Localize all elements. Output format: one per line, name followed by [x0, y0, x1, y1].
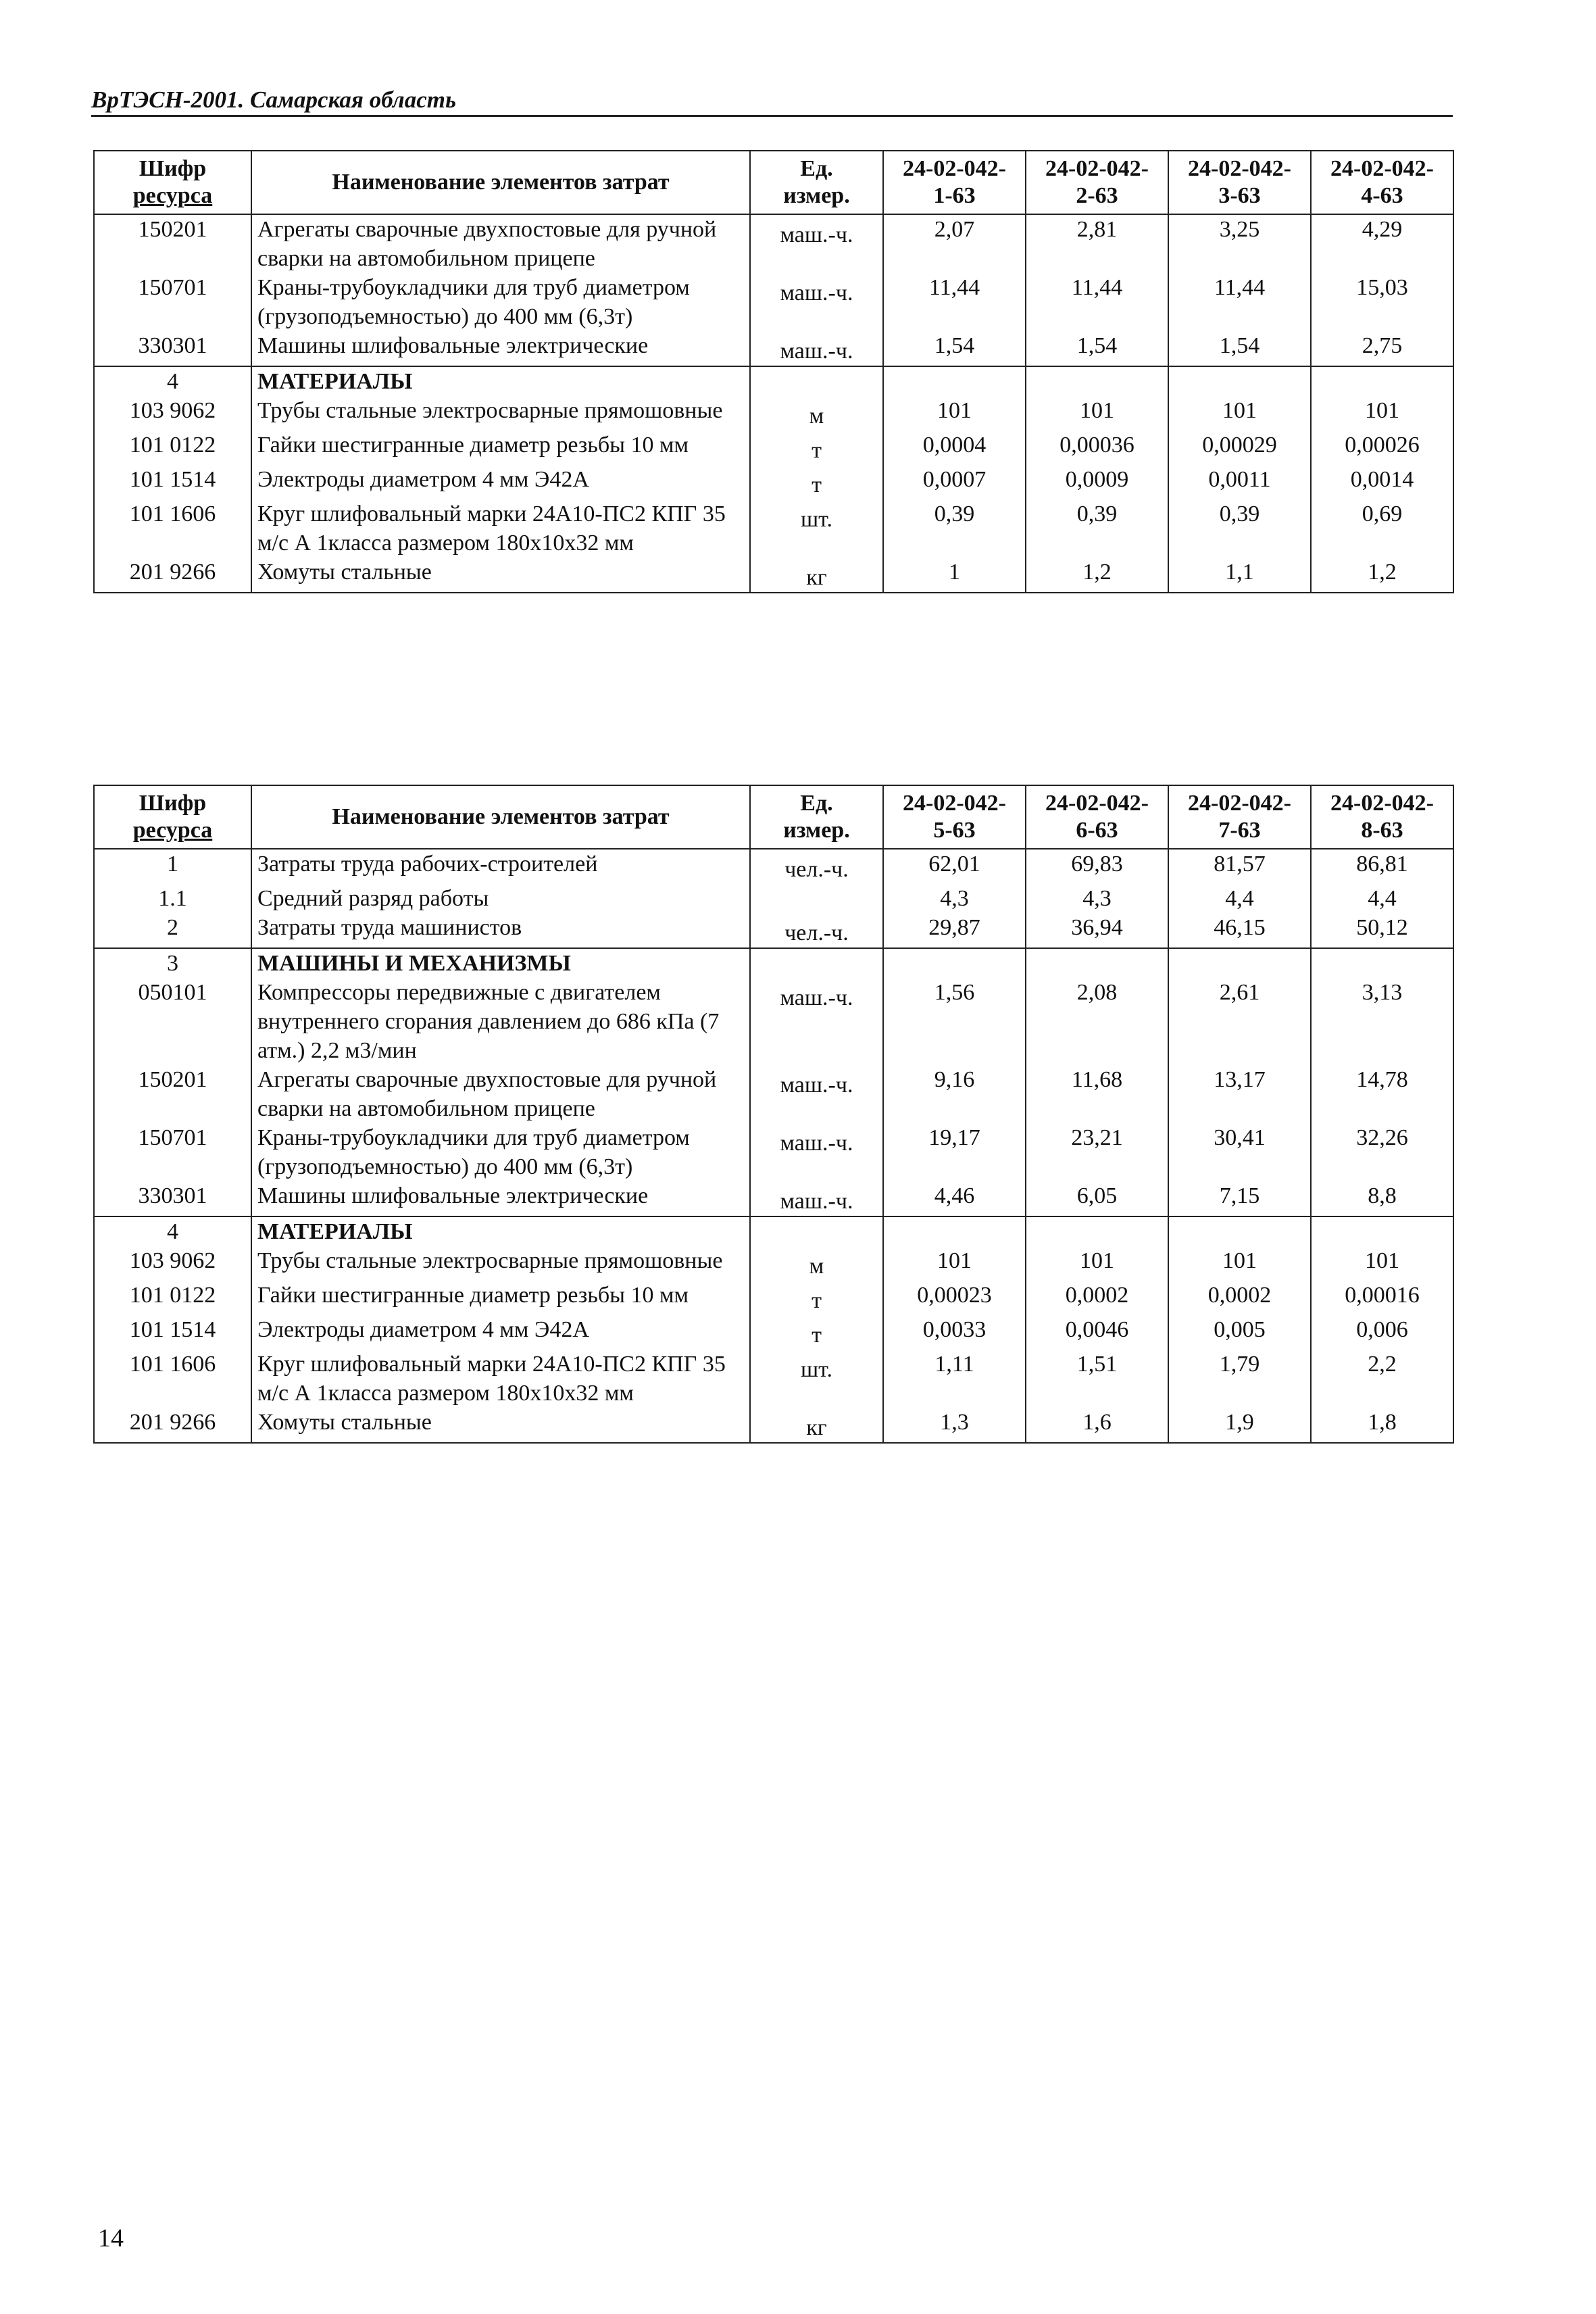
value-cell: 29,87 — [883, 913, 1026, 948]
table-body — [94, 849, 1453, 1443]
unit-cell: маш.-ч. — [750, 1123, 883, 1181]
resource-code-cell: 4 — [94, 366, 251, 396]
resource-name-cell: Агрегаты сварочные двухпостовые для ручной сварки на автомобильном прицепе — [251, 1065, 750, 1123]
resource-code-cell: 101 0122 — [94, 1281, 251, 1315]
value-cell: 19,17 — [883, 1123, 1026, 1181]
table-header-row — [94, 151, 1453, 214]
unit-cell — [750, 948, 883, 978]
table-row — [94, 1246, 1453, 1281]
resource-code-cell: 330301 — [94, 1181, 251, 1216]
value-cell: 1,51 — [1026, 1350, 1168, 1408]
value-cell: 15,03 — [1311, 273, 1453, 331]
value-cell: 4,4 — [1168, 884, 1311, 913]
unit-cell: т — [750, 1281, 883, 1315]
resource-name-cell: Гайки шестигранные диаметр резьбы 10 мм — [251, 1281, 750, 1315]
table-row — [94, 1065, 1453, 1123]
unit-cell: м — [750, 396, 883, 430]
unit-cell — [750, 1216, 883, 1246]
resource-code-cell: 4 — [94, 1216, 251, 1246]
table-row — [94, 499, 1453, 558]
table-body — [94, 214, 1453, 593]
table-row — [94, 1408, 1453, 1443]
value-cell: 2,2 — [1311, 1350, 1453, 1408]
value-cell: 11,44 — [1026, 273, 1168, 331]
resource-code-cell: 150201 — [94, 1065, 251, 1123]
resource-name-cell: Машины шлифовальные электрические — [251, 331, 750, 366]
value-cell: 1 — [883, 558, 1026, 593]
code-column-header: Шифр ресурса — [94, 785, 251, 849]
value-cell: 101 — [1026, 1246, 1168, 1281]
norm-code-header: 24-02-042- 4-63 — [1311, 151, 1453, 214]
value-cell: 101 — [1026, 396, 1168, 430]
value-cell: 11,68 — [1026, 1065, 1168, 1123]
value-cell: 8,8 — [1311, 1181, 1453, 1216]
table-row — [94, 1123, 1453, 1181]
table-header-row — [94, 785, 1453, 849]
unit-cell: чел.-ч. — [750, 913, 883, 948]
value-cell: 86,81 — [1311, 849, 1453, 884]
resource-name-cell: Средний разряд работы — [251, 884, 750, 913]
value-cell — [1168, 948, 1311, 978]
resource-code-cell: 103 9062 — [94, 396, 251, 430]
value-cell: 69,83 — [1026, 849, 1168, 884]
name-column-header: Наименование элементов затрат — [251, 785, 750, 849]
value-cell: 0,00026 — [1311, 430, 1453, 465]
resource-name-cell: Хомуты стальные — [251, 1408, 750, 1443]
resource-code-cell: 101 1514 — [94, 1315, 251, 1350]
value-cell: 13,17 — [1168, 1065, 1311, 1123]
value-cell: 46,15 — [1168, 913, 1311, 948]
value-cell: 101 — [1168, 396, 1311, 430]
resource-name-cell: Краны-трубоукладчики для труб диаметром (грузоподъемностью) до 400 мм (6,3т) — [251, 273, 750, 331]
value-cell: 1,11 — [883, 1350, 1026, 1408]
resource-name-cell: Электроды диаметром 4 мм Э42А — [251, 465, 750, 499]
table-row — [94, 849, 1453, 884]
value-cell — [1026, 1216, 1168, 1246]
value-cell — [1311, 1216, 1453, 1246]
value-cell: 0,0007 — [883, 465, 1026, 499]
unit-column-header: Ед. измер. — [750, 785, 883, 849]
resource-code-cell: 103 9062 — [94, 1246, 251, 1281]
table-row — [94, 558, 1453, 593]
table-row — [94, 214, 1453, 273]
value-cell: 1,8 — [1311, 1408, 1453, 1443]
unit-cell: маш.-ч. — [750, 1065, 883, 1123]
table-row — [94, 366, 1453, 396]
value-cell: 11,44 — [1168, 273, 1311, 331]
value-cell: 4,29 — [1311, 214, 1453, 273]
table-row — [94, 1281, 1453, 1315]
table-row — [94, 1315, 1453, 1350]
resource-code-cell: 330301 — [94, 331, 251, 366]
section-title-cell: МАТЕРИАЛЫ — [251, 366, 750, 396]
value-cell: 0,00036 — [1026, 430, 1168, 465]
value-cell: 0,0046 — [1026, 1315, 1168, 1350]
table-row — [94, 1350, 1453, 1408]
value-cell: 23,21 — [1026, 1123, 1168, 1181]
resource-code-cell: 1.1 — [94, 884, 251, 913]
section-title-cell: МАШИНЫ И МЕХАНИЗМЫ — [251, 948, 750, 978]
value-cell: 0,00029 — [1168, 430, 1311, 465]
value-cell: 3,25 — [1168, 214, 1311, 273]
value-cell: 0,39 — [883, 499, 1026, 558]
resource-name-cell: Краны-трубоукладчики для труб диаметром (грузоподъемностью) до 400 мм (6,3т) — [251, 1123, 750, 1181]
value-cell: 0,0004 — [883, 430, 1026, 465]
unit-cell: маш.-ч. — [750, 978, 883, 1065]
unit-cell: маш.-ч. — [750, 331, 883, 366]
resource-name-cell: Машины шлифовальные электрические — [251, 1181, 750, 1216]
value-cell: 36,94 — [1026, 913, 1168, 948]
resource-code-cell: 150201 — [94, 214, 251, 273]
value-cell: 2,75 — [1311, 331, 1453, 366]
value-cell — [1311, 948, 1453, 978]
value-cell: 7,15 — [1168, 1181, 1311, 1216]
table-row — [94, 396, 1453, 430]
resource-name-cell: Компрессоры передвижные с двигателем внутреннего сгорания давлением до 686 кПа (7 атм.) 2,2 м3/мин — [251, 978, 750, 1065]
value-cell: 0,69 — [1311, 499, 1453, 558]
value-cell: 2,08 — [1026, 978, 1168, 1065]
resource-name-cell: Гайки шестигранные диаметр резьбы 10 мм — [251, 430, 750, 465]
unit-cell: маш.-ч. — [750, 1181, 883, 1216]
resource-name-cell: Круг шлифовальный марки 24А10-ПС2 КПГ 35 м/с А 1класса размером 180х10х32 мм — [251, 499, 750, 558]
resource-code-cell: 050101 — [94, 978, 251, 1065]
value-cell — [883, 948, 1026, 978]
value-cell: 0,0011 — [1168, 465, 1311, 499]
value-cell: 1,2 — [1311, 558, 1453, 593]
resource-name-cell: Агрегаты сварочные двухпостовые для ручной сварки на автомобильном прицепе — [251, 214, 750, 273]
value-cell: 0,0002 — [1026, 1281, 1168, 1315]
resource-name-cell: Затраты труда рабочих-строителей — [251, 849, 750, 884]
page-number: 14 — [98, 2224, 124, 2253]
table-row — [94, 430, 1453, 465]
value-cell: 4,46 — [883, 1181, 1026, 1216]
value-cell — [1168, 366, 1311, 396]
norm-code-header: 24-02-042- 6-63 — [1026, 785, 1168, 849]
resource-code-cell: 101 0122 — [94, 430, 251, 465]
unit-cell: кг — [750, 1408, 883, 1443]
value-cell: 0,00023 — [883, 1281, 1026, 1315]
value-cell — [883, 1216, 1026, 1246]
unit-cell: т — [750, 1315, 883, 1350]
value-cell: 1,56 — [883, 978, 1026, 1065]
resource-code-cell: 150701 — [94, 1123, 251, 1181]
resource-name-cell: Круг шлифовальный марки 24А10-ПС2 КПГ 35 м/с А 1класса размером 180х10х32 мм — [251, 1350, 750, 1408]
resource-code-cell: 201 9266 — [94, 558, 251, 593]
value-cell — [1168, 1216, 1311, 1246]
unit-cell: шт. — [750, 499, 883, 558]
unit-cell — [750, 884, 883, 913]
table-row — [94, 1181, 1453, 1216]
value-cell: 50,12 — [1311, 913, 1453, 948]
norm-code-header: 24-02-042- 5-63 — [883, 785, 1026, 849]
value-cell: 101 — [1311, 1246, 1453, 1281]
value-cell: 30,41 — [1168, 1123, 1311, 1181]
unit-cell: маш.-ч. — [750, 273, 883, 331]
resource-code-cell: 101 1606 — [94, 1350, 251, 1408]
table-row — [94, 331, 1453, 366]
resource-code-cell: 1 — [94, 849, 251, 884]
value-cell: 4,3 — [1026, 884, 1168, 913]
value-cell: 2,61 — [1168, 978, 1311, 1065]
value-cell — [1026, 948, 1168, 978]
value-cell: 0,0033 — [883, 1315, 1026, 1350]
resource-name-cell: Трубы стальные электросварные прямошовные — [251, 396, 750, 430]
table-row — [94, 465, 1453, 499]
value-cell: 0,006 — [1311, 1315, 1453, 1350]
value-cell: 81,57 — [1168, 849, 1311, 884]
resource-name-cell: Электроды диаметром 4 мм Э42А — [251, 1315, 750, 1350]
value-cell: 62,01 — [883, 849, 1026, 884]
value-cell: 0,00016 — [1311, 1281, 1453, 1315]
value-cell: 1,1 — [1168, 558, 1311, 593]
norm-code-header: 24-02-042- 7-63 — [1168, 785, 1311, 849]
table-row — [94, 273, 1453, 331]
value-cell: 4,4 — [1311, 884, 1453, 913]
value-cell: 0,005 — [1168, 1315, 1311, 1350]
value-cell: 3,13 — [1311, 978, 1453, 1065]
resource-name-cell: Затраты труда машинистов — [251, 913, 750, 948]
value-cell: 1,54 — [1026, 331, 1168, 366]
norm-code-header: 24-02-042- 3-63 — [1168, 151, 1311, 214]
value-cell: 2,07 — [883, 214, 1026, 273]
unit-cell: маш.-ч. — [750, 214, 883, 273]
resource-table-1 — [93, 150, 1454, 593]
resource-code-cell: 3 — [94, 948, 251, 978]
section-title-cell: МАТЕРИАЛЫ — [251, 1216, 750, 1246]
value-cell: 101 — [883, 1246, 1026, 1281]
resource-code-cell: 101 1606 — [94, 499, 251, 558]
value-cell: 0,39 — [1168, 499, 1311, 558]
unit-cell: чел.-ч. — [750, 849, 883, 884]
unit-cell: шт. — [750, 1350, 883, 1408]
value-cell: 6,05 — [1026, 1181, 1168, 1216]
value-cell — [1026, 366, 1168, 396]
resource-table-2 — [93, 785, 1454, 1444]
value-cell: 1,2 — [1026, 558, 1168, 593]
unit-cell: м — [750, 1246, 883, 1281]
resource-code-cell: 201 9266 — [94, 1408, 251, 1443]
value-cell: 1,54 — [1168, 331, 1311, 366]
unit-cell: т — [750, 430, 883, 465]
unit-cell: т — [750, 465, 883, 499]
table-row — [94, 913, 1453, 948]
norm-code-header: 24-02-042- 1-63 — [883, 151, 1026, 214]
value-cell: 0,0014 — [1311, 465, 1453, 499]
table-row — [94, 978, 1453, 1065]
norm-code-header: 24-02-042- 2-63 — [1026, 151, 1168, 214]
value-cell — [1311, 366, 1453, 396]
value-cell: 0,39 — [1026, 499, 1168, 558]
value-cell: 2,81 — [1026, 214, 1168, 273]
value-cell: 1,3 — [883, 1408, 1026, 1443]
unit-column-header: Ед. измер. — [750, 151, 883, 214]
table-row — [94, 948, 1453, 978]
value-cell: 1,6 — [1026, 1408, 1168, 1443]
table-row — [94, 1216, 1453, 1246]
table-row — [94, 884, 1453, 913]
resource-name-cell: Трубы стальные электросварные прямошовные — [251, 1246, 750, 1281]
resource-code-cell: 2 — [94, 913, 251, 948]
code-column-header: Шифр ресурса — [94, 151, 251, 214]
value-cell: 11,44 — [883, 273, 1026, 331]
value-cell: 14,78 — [1311, 1065, 1453, 1123]
resource-code-cell: 101 1514 — [94, 465, 251, 499]
value-cell: 101 — [1311, 396, 1453, 430]
value-cell: 4,3 — [883, 884, 1026, 913]
value-cell: 101 — [1168, 1246, 1311, 1281]
name-column-header: Наименование элементов затрат — [251, 151, 750, 214]
value-cell: 0,0009 — [1026, 465, 1168, 499]
value-cell: 9,16 — [883, 1065, 1026, 1123]
value-cell: 0,0002 — [1168, 1281, 1311, 1315]
value-cell: 1,54 — [883, 331, 1026, 366]
unit-cell: кг — [750, 558, 883, 593]
value-cell — [883, 366, 1026, 396]
value-cell: 101 — [883, 396, 1026, 430]
unit-cell — [750, 366, 883, 396]
value-cell: 1,9 — [1168, 1408, 1311, 1443]
norm-code-header: 24-02-042- 8-63 — [1311, 785, 1453, 849]
resource-code-cell: 150701 — [94, 273, 251, 331]
resource-name-cell: Хомуты стальные — [251, 558, 750, 593]
value-cell: 1,79 — [1168, 1350, 1311, 1408]
value-cell: 32,26 — [1311, 1123, 1453, 1181]
page-header: ВрТЭСН-2001. Самарская область — [91, 87, 1453, 117]
